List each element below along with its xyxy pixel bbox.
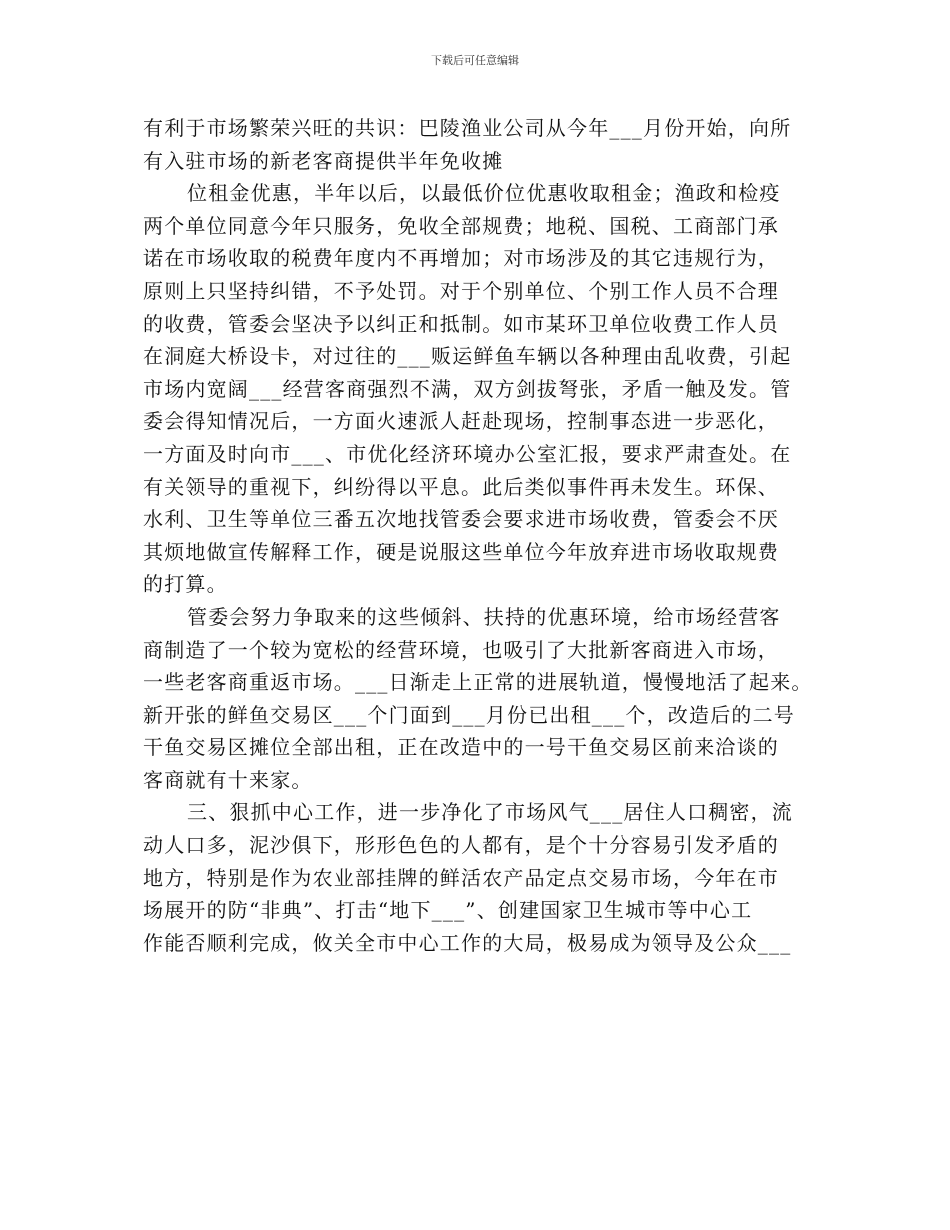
text-line: 位租金优惠，半年以后，以最低价位优惠收取租金；渔政和检疫 — [187, 181, 781, 206]
text-line: 的收费，管委会坚决予以纠正和抵制。如市某环卫单位收费工作人员 — [143, 311, 779, 336]
text-line: 客商就有十来家。 — [143, 767, 313, 792]
text-line: 一方面及时向市___、市优化经济环境办公室汇报，要求严肃查处。在 — [143, 441, 792, 466]
text-line: 两个单位同意今年只服务，免收全部规费；地税、国税、工商部门承 — [143, 213, 779, 238]
text-line: 地方，特别是作为农业部挂牌的鲜活农产品定点交易市场，今年在市 — [143, 865, 779, 890]
text-line: 水利、卫生等单位三番五次地找管委会要求进市场收费，管委会不厌 — [143, 507, 779, 532]
paragraph — [143, 601, 833, 797]
paragraph — [143, 796, 833, 959]
document-body — [143, 112, 833, 959]
text-line: 管委会努力争取来的这些倾斜、扶持的优惠环境，给市场经营客 — [187, 604, 781, 629]
text-line: 三、狠抓中心工作，进一步净化了市场风气___居住人口稠密，流 — [187, 800, 793, 825]
paragraph — [143, 177, 833, 601]
text-line: 作能否顺利完成，攸关全市中心工作的大局，极易成为领导及公众___ — [143, 930, 792, 955]
text-line: 委会得知情况后，一方面火速派人赶赴现场，控制事态进一步恶化， — [143, 409, 779, 434]
text-line: 的打算。 — [143, 572, 228, 597]
text-line: 场展开的防“非典”、打击“地下___”、创建国家卫生城市等中心工 — [143, 898, 753, 923]
text-line: 其烦地做宣传解释工作，硬是说服这些单位今年放弃进市场收取规费 — [143, 539, 779, 564]
text-line: 有利于市场繁荣兴旺的共识：巴陵渔业公司从今年___月份开始，向所 — [143, 116, 792, 140]
text-line: 商制造了一个较为宽松的经营环境，也吸引了大批新客商进入市场， — [143, 637, 779, 662]
text-line: 一些老客商重返市场。___日渐走上正常的进展轨道，慢慢地活了起来。 — [143, 670, 813, 695]
text-line: 有关领导的重视下，纠纷得以平息。此后类似事件再未发生。环保、 — [143, 474, 779, 499]
text-line: 有入驻市场的新老客商提供半年免收摊 — [143, 148, 504, 173]
text-line: 新开张的鲜鱼交易区___个门面到___月份已出租___个，改造后的二号 — [143, 702, 795, 727]
text-line: 原则上只坚持纠错，不予处罚。对于个别单位、个别工作人员不合理 — [143, 278, 779, 303]
text-line: 诺在市场收取的税费年度内不再增加；对市场涉及的其它违规行为， — [143, 246, 779, 271]
text-line: 市场内宽阔___经营客商强烈不满，双方剑拔弩张，矛盾一触及发。管 — [143, 376, 792, 401]
text-line: 干鱼交易区摊位全部出租，正在改造中的一号干鱼交易区前来洽谈的 — [143, 735, 779, 760]
paragraph — [143, 112, 833, 177]
text-line: 动人口多，泥沙俱下，形形色色的人都有，是个十分容易引发矛盾的 — [143, 833, 779, 858]
page-header: 下载后可任意编辑 — [431, 54, 519, 67]
text-line: 在洞庭大桥设卡，对过往的___贩运鲜鱼车辆以各种理由乱收费，引起 — [143, 344, 792, 369]
